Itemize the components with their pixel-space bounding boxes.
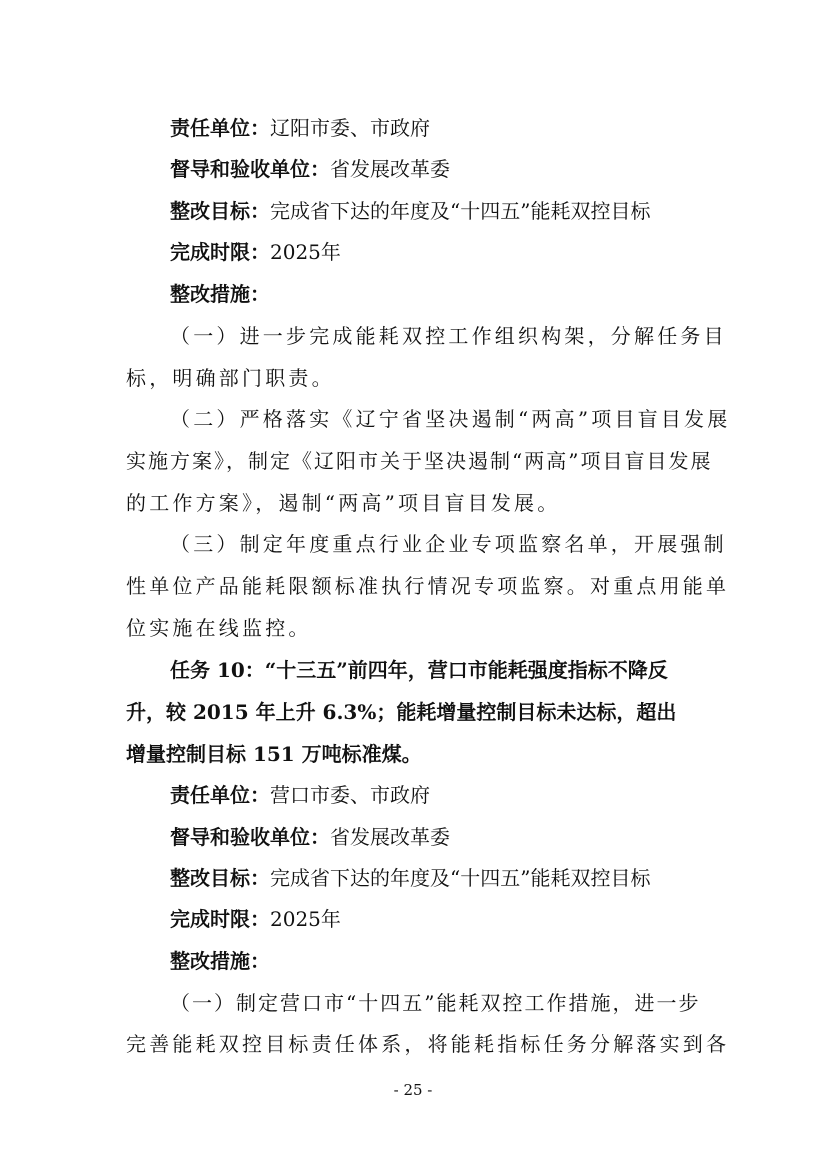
task-10-line-3: 增量控制目标 151 万吨标准煤。 <box>126 742 422 766</box>
measure-2-line-2: 实施方案》，制定《辽阳市关于坚决遏制“两高”项目盲目发展 <box>126 449 713 473</box>
deadline-line <box>170 238 341 266</box>
measure-3-line-1: （三）制定年度重点行业企业专项监察名单，开展强制 <box>170 532 727 556</box>
measures-heading-2: 整改措施： <box>170 949 270 973</box>
responsible-unit-line <box>170 114 430 142</box>
supervising-unit-value-2: 省发展改革委 <box>330 825 450 849</box>
measure-1-line-1: （一）进一步完成能耗双控工作组织构架，分解任务目 <box>170 324 727 348</box>
responsible-unit-value: 辽阳市委、市政府 <box>270 116 430 140</box>
supervising-unit-label: 督导和验收单位： <box>170 157 330 181</box>
rectification-target-label: 整改目标： <box>170 199 270 223</box>
measure-3-line-2: 性单位产品能耗限额标准执行情况专项监察。对重点用能单 <box>126 574 730 598</box>
page-number: - 25 - <box>393 1081 433 1099</box>
measure-2-1-line-2: 完善能耗双控目标责任体系，将能耗指标任务分解落实到各 <box>126 1032 730 1056</box>
rectification-target-line-2 <box>170 864 650 892</box>
deadline-value-2: 2025年 <box>270 907 341 931</box>
deadline-label: 完成时限： <box>170 240 270 264</box>
measure-2-line-3: 的工作方案》，遏制“两高”项目盲目发展。 <box>126 491 561 515</box>
deadline-value: 2025年 <box>270 240 341 264</box>
responsible-unit-label-2: 责任单位： <box>170 783 270 807</box>
measures-heading: 整改措施： <box>170 282 270 306</box>
supervising-unit-value: 省发展改革委 <box>330 157 450 181</box>
task-10-line-2: 升，较 2015 年上升 6.3%；能耗增量控制目标未达标，超出 <box>126 700 677 724</box>
responsible-unit-value-2: 营口市委、市政府 <box>270 783 430 807</box>
rectification-target-label-2: 整改目标： <box>170 866 270 890</box>
measure-2-line-1: （二）严格落实《辽宁省坚决遏制“两高”项目盲目发展 <box>170 407 731 431</box>
deadline-label-2: 完成时限： <box>170 907 270 931</box>
rectification-target-line <box>170 197 650 225</box>
deadline-line-2 <box>170 905 341 933</box>
responsible-unit-label: 责任单位： <box>170 116 270 140</box>
rectification-target-value: 完成省下达的年度及“十四五”能耗双控目标 <box>270 199 651 223</box>
supervising-unit-line <box>170 155 450 183</box>
measure-2-1-line-1: （一）制定营口市“十四五”能耗双控工作措施，进一步 <box>170 991 701 1015</box>
supervising-unit-line-2 <box>170 823 450 851</box>
rectification-target-value-2: 完成省下达的年度及“十四五”能耗双控目标 <box>270 866 651 890</box>
supervising-unit-label-2: 督导和验收单位： <box>170 825 330 849</box>
task-10-line-1: 任务 10：“十三五”前四年，营口市能耗强度指标不降反 <box>170 658 668 682</box>
measure-3-line-3: 位实施在线监控。 <box>126 616 312 640</box>
responsible-unit-line-2 <box>170 781 430 809</box>
measure-1-line-2: 标，明确部门职责。 <box>126 366 335 390</box>
